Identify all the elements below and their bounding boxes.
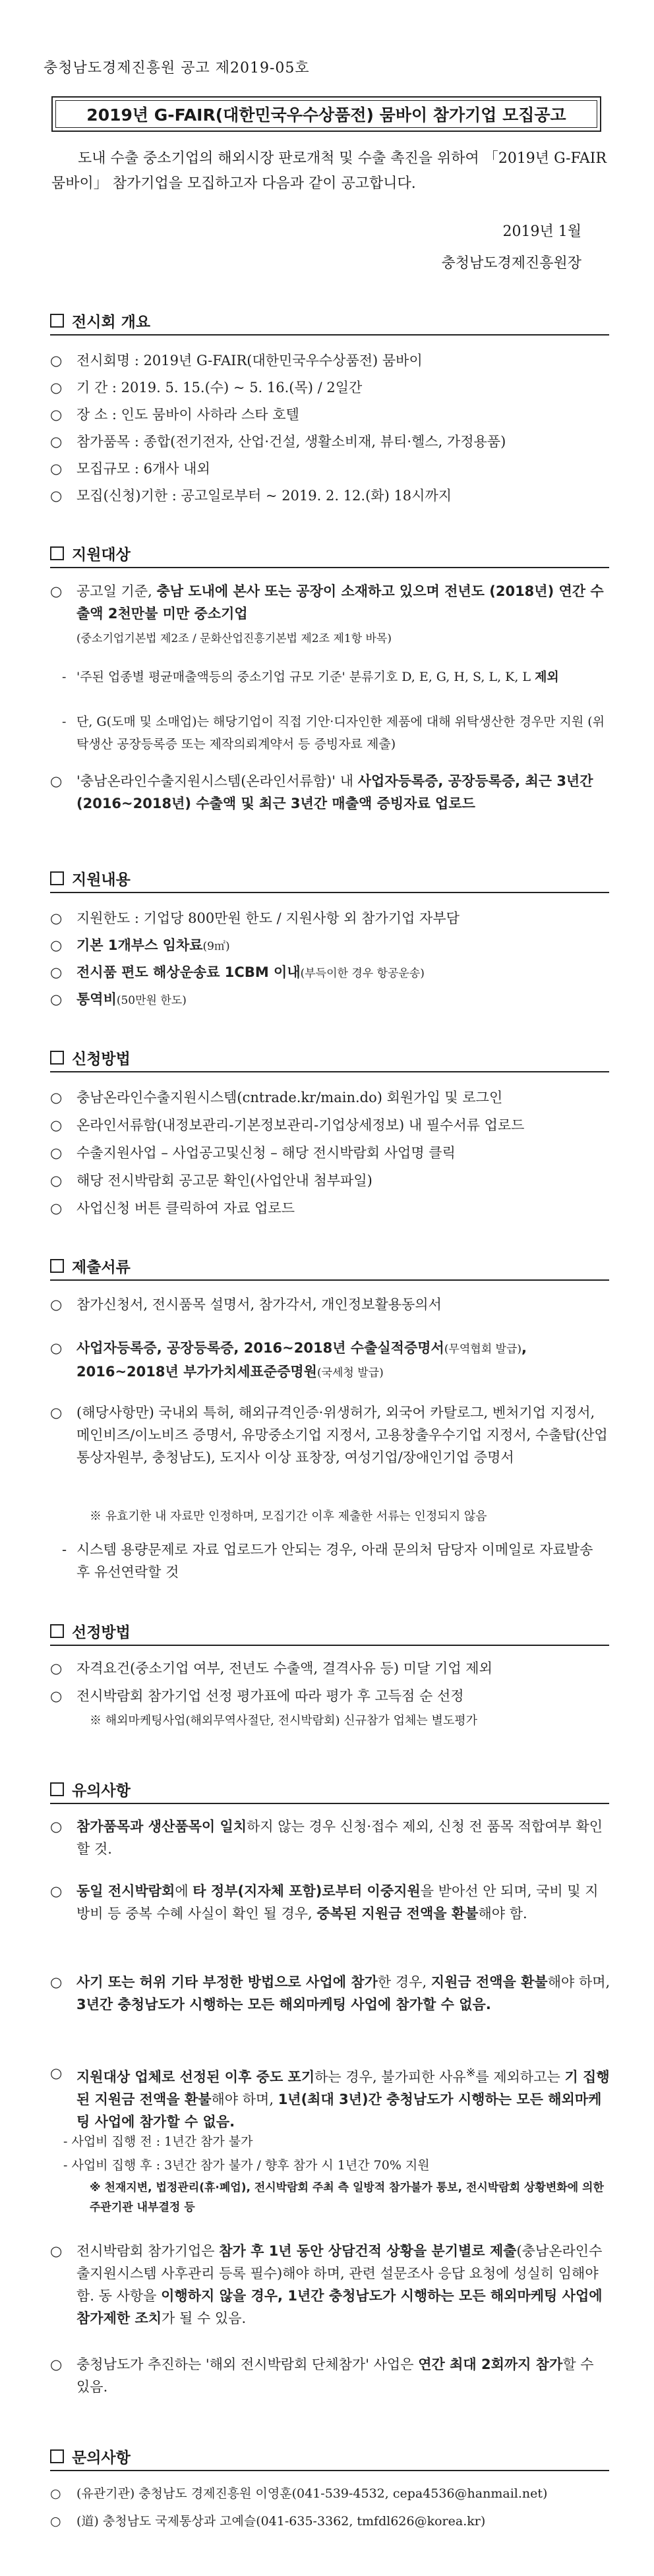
section-divider xyxy=(50,567,609,568)
section-divider xyxy=(50,2470,609,2471)
apply-step: ○ 수출지원사업 – 사업공고및신청 – 해당 전시박람회 사업명 클릭 xyxy=(50,1145,456,1161)
section-heading-support: 지원내용 xyxy=(50,867,131,889)
square-bullet-icon xyxy=(50,1051,64,1065)
caution-item: ○ 충청남도가 추진하는 '해외 전시박람회 단체참가' 사업은 연간 최대 2회까지 참가할 수 있음. xyxy=(50,2356,594,2395)
square-bullet-icon xyxy=(50,314,64,328)
section-heading-contact: 문의사항 xyxy=(50,2445,131,2467)
intro-text: 도내 수출 중소기업의 해외시장 판로개척 및 수출 촉진을 위하여 「2019년 G-FAIR 뭄바이」 참가기업을 모집하고자 다음과 같이 공고합니다. xyxy=(51,150,607,192)
section-divider xyxy=(50,1645,609,1646)
contact-item: ○ (유관기관) 충청남도 경제진흥원 이영훈(041-539-4532, cepa4536@hanmail.net) xyxy=(50,2486,548,2501)
overview-item: ○ 전시회명 : 2019년 G-FAIR(대한민국우수상품전) 뭄바이 xyxy=(50,353,423,368)
documents-system-note: - 시스템 용량문제로 자료 업로드가 안되는 경우, 아래 문의처 담당자 이메일로 자료발송 후 유선연락할 것 xyxy=(62,1542,593,1580)
caution-item: ○ 전시박람회 참가기업은 참가 후 1년 동안 상담건적 상황을 분기별로 제출(충남온라인수출지원시스템 사후관리 등록 필수)해야 하며, 관련 설문조사 응답 요청에 성실히 임해야 함. 동 사항을 이행하지 않을 경우, 1년간 충청남도가 시행하는 모든 해외마케팅 사업에 참가제한 조치가 될 수 있음. xyxy=(50,2243,603,2326)
issuer-org: 충청남도경제진흥원장 xyxy=(441,255,581,272)
square-bullet-icon xyxy=(50,1782,64,1796)
support-interpreter: ○ 통역비(50만원 한도) xyxy=(50,991,187,1007)
section-heading-documents: 제출서류 xyxy=(50,1255,131,1277)
eligibility-exclusion: - '주된 업종별 평균매출액등의 중소기업 규모 기준' 분류기호 D, E, G, H, S, L, K, L 제외 xyxy=(62,670,559,684)
apply-step: ○ 온라인서류함(내정보관리-기본정보관리-기업상세정보) 내 필수서류 업로드 xyxy=(50,1117,525,1133)
page-title: 2019년 G-FAIR(대한민국우수상품전) 뭄바이 참가기업 모집공고 xyxy=(55,100,597,128)
section-heading-overview: 전시회 개요 xyxy=(50,310,150,332)
support-booth: ○ 기본 1개부스 임차료(9㎡) xyxy=(50,937,230,953)
square-bullet-icon xyxy=(50,871,64,885)
caution-item: ○ 사기 또는 허위 기타 부정한 방법으로 사업에 참가한 경우, 지원금 전액을 환불해야 하며, 3년간 충청남도가 시행하는 모든 해외마케팅 사업에 참가할 수 없음. xyxy=(50,1974,610,2012)
square-bullet-icon xyxy=(50,1624,64,1638)
overview-item: ○ 기 간 : 2019. 5. 15.(수) ~ 5. 16.(목) / 2일간 xyxy=(50,380,363,395)
contact-item: ○ (道) 충청남도 국제통상과 고예슬(041-635-3362, tmfdl626@korea.kr) xyxy=(50,2514,486,2529)
documents-optional: ○ (해당사항만) 국내외 특허, 해외규격인증·위생허가, 외국어 카탈로그, 벤처기업 지정서, 메인비즈/이노비즈 증명서, 유망중소기업 지정서, 고용창출우수기업 지정서, 수출탑(산업통상자원부, 충청남도), 도지사 이상 표창장, 여성기업/장애인기업 증명서 xyxy=(50,1405,608,1465)
selection-note: ※ 해외마케팅사업(해외무역사절단, 전시박람회) 신규참가 업체는 별도평가 xyxy=(90,1714,478,1728)
section-heading-eligibility: 지원대상 xyxy=(50,542,131,564)
overview-item: ○ 장 소 : 인도 뭄바이 사하라 스타 호텔 xyxy=(50,407,299,423)
eligibility-legal-basis: (중소기업기본법 제2조 / 문화산업진흥기본법 제2조 제1항 바목) xyxy=(76,632,392,645)
documents-optional-note: ※ 유효기한 내 자료만 인정하며, 모집기간 이후 제출한 서류는 인정되지 않음 xyxy=(90,1509,487,1523)
notice-number: 충청남도경제진흥원 공고 제2019-05호 xyxy=(44,60,310,76)
documents-basic: ○ 참가신청서, 전시품목 설명서, 참가각서, 개인정보활용동의서 xyxy=(50,1297,442,1312)
overview-item: ○ 모집(신청)기한 : 공고일로부터 ~ 2019. 2. 12.(화) 18시까지 xyxy=(50,488,452,504)
selection-evaluation: ○ 전시박람회 참가기업 선정 평가표에 따라 평가 후 고득점 순 선정 xyxy=(50,1688,464,1704)
section-divider xyxy=(50,892,609,893)
section-divider xyxy=(50,334,609,336)
square-bullet-icon xyxy=(50,1259,64,1273)
selection-requirement: ○ 자격요건(중소기업 여부, 전년도 수출액, 결격사유 등) 미달 기업 제외 xyxy=(50,1660,492,1676)
caution-item: ○ 동일 전시박람회에 타 정부(지자체 포함)로부터 이중지원을 받아선 안 되며, 국비 및 지방비 등 중복 수혜 사실이 확인 될 경우, 중복된 지원금 전액을 환불해야 함. xyxy=(50,1883,599,1921)
caution-sub: - 사업비 집행 전 : 1년간 참가 불가 xyxy=(63,2134,253,2149)
caution-item: ○ 참가품목과 생산품목이 일치하지 않는 경우 신청·접수 제외, 신청 전 품목 적합여부 확인할 것. xyxy=(50,1819,603,1857)
section-divider xyxy=(50,1279,609,1281)
square-bullet-icon xyxy=(50,2449,64,2463)
section-heading-apply: 신청방법 xyxy=(50,1047,131,1068)
title-box xyxy=(51,96,601,132)
section-divider xyxy=(50,1071,609,1072)
apply-step: ○ 충남온라인수출지원시스템(cntrade.kr/main.do) 회원가입 및 로그인 xyxy=(50,1090,503,1105)
square-bullet-icon xyxy=(50,546,64,560)
section-heading-selection: 선정방법 xyxy=(50,1620,131,1642)
support-shipping: ○ 전시품 편도 해상운송료 1CBM 이내(부득이한 경우 항공운송) xyxy=(50,964,425,980)
eligibility-registration: ○ '충남온라인수출지원시스템(온라인서류함)' 내 사업자등록증, 공장등록증, 최근 3년간(2016~2018년) 수출액 및 최근 3년간 매출액 증빙자료 업로드 xyxy=(50,773,593,811)
section-heading-cautions: 유의사항 xyxy=(50,1778,131,1800)
overview-item: ○ 모집규모 : 6개사 내외 xyxy=(50,461,210,477)
caution-sub: - 사업비 집행 후 : 3년간 참가 불가 / 향후 참가 시 1년간 70% 지원 xyxy=(63,2158,430,2173)
caution-item: ○ 지원대상 업체로 선정된 이후 중도 포기하는 경우, 불가피한 사유※를 제외하고는 기 집행된 지원금 전액을 환불해야 하며, 1년(최대 3년)간 충청남도가 시행하는 모든 해외마케팅 사업에 참가할 수 없음. xyxy=(50,2065,610,2130)
notice-date: 2019년 1월 xyxy=(502,223,581,240)
eligibility-main: ○ 공고일 기준, 충남 도내에 본사 또는 공장이 소재하고 있으며 전년도 (2018년) 연간 수출액 2천만불 미만 중소기업 xyxy=(50,583,604,622)
caution-note: ※ 천재지변, 법정관리(휴·폐업), 전시박람회 주최 측 일방적 참가불가 통보, 전시박람회 상황변화에 의한 주관기관 내부결정 등 xyxy=(90,2181,604,2214)
apply-step: ○ 해당 전시박람회 공고문 확인(사업안내 첨부파일) xyxy=(50,1173,372,1188)
support-limit: ○ 지원한도 : 기업당 800만원 한도 / 지원사항 외 참가기업 자부담 xyxy=(50,910,460,926)
overview-item: ○ 참가품목 : 종합(전기전자, 산업·건설, 생활소비재, 뷰티·헬스, 가정용품) xyxy=(50,434,506,450)
apply-step: ○ 사업신청 버튼 클릭하여 자료 업로드 xyxy=(50,1200,295,1216)
section-divider xyxy=(50,1803,609,1804)
eligibility-wholesale-note: - 단, G(도매 및 소매업)는 해당기업이 직접 기안·디자인한 제품에 대해 위탁생산한 경우만 지원 (위탁생산 공장등록증 또는 제작의뢰계약서 등 증빙자료 제출) xyxy=(62,715,605,751)
documents-proof: ○ 사업자등록증, 공장등록증, 2016~2018년 수출실적증명서(무역협회 발급), 2016~2018년 부가가치세표준증명원(국세청 발급) xyxy=(50,1340,527,1380)
